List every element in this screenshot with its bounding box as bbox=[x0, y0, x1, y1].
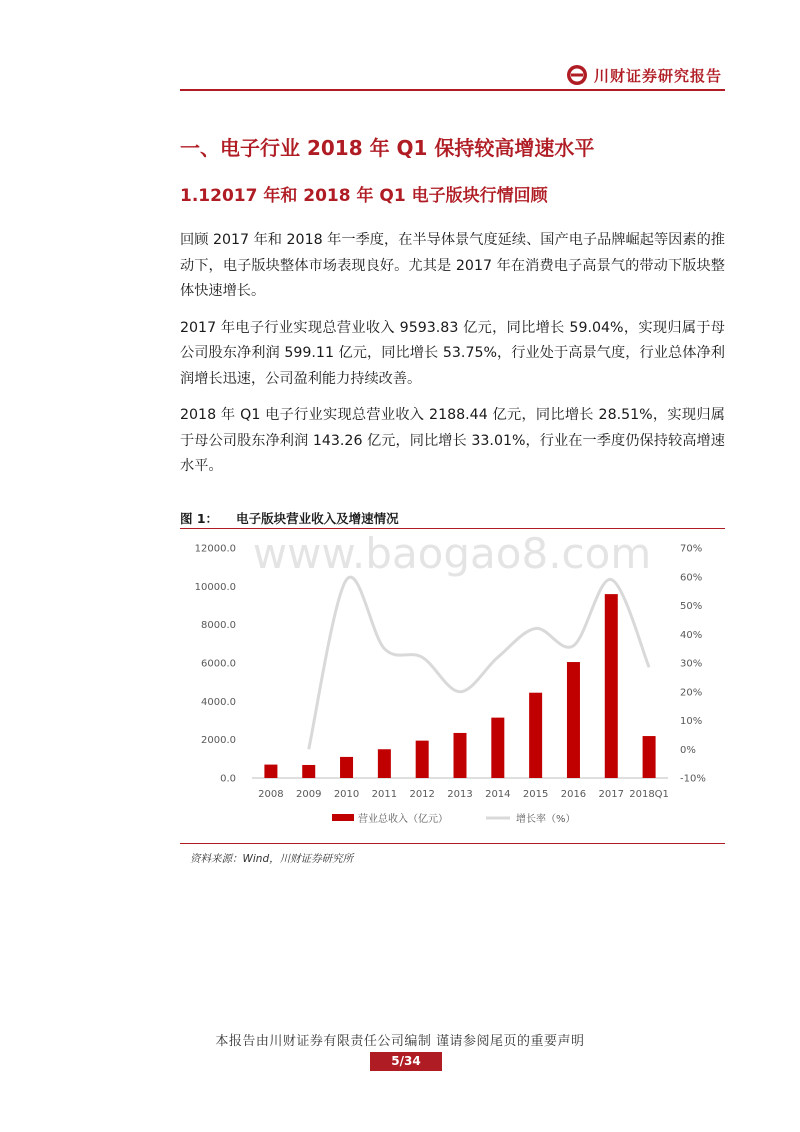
revenue-bar bbox=[340, 757, 353, 778]
revenue-bar bbox=[416, 741, 429, 778]
y-right-tick-label: 30% bbox=[680, 658, 703, 670]
revenue-bar bbox=[643, 736, 656, 778]
revenue-bar bbox=[454, 733, 467, 778]
paragraph: 2017 年电子行业实现总营业收入 9593.83 亿元，同比增长 59.04%，实现归属于母公司股东净利润 599.11 亿元，同比增长 53.75%，行业处于高景气度，行业总体净利润增长迅速，公司盈利能力持续改善。 bbox=[180, 319, 725, 387]
subsection-heading: 1.12017 年和 2018 年 Q1 电子版块行情回顾 bbox=[180, 186, 548, 206]
footer-disclaimer: 本报告由川财证券有限责任公司编制 谨请参阅尾页的重要声明 bbox=[215, 1034, 585, 1049]
revenue-bar bbox=[264, 765, 277, 778]
revenue-bar bbox=[529, 693, 542, 778]
y-right-tick-label: 40% bbox=[680, 629, 703, 641]
figure-caption: 电子版块营业收入及增速情况 bbox=[236, 511, 399, 526]
y-left-tick-label: 4000.0 bbox=[201, 696, 236, 708]
paragraph: 2018 年 Q1 电子行业实现总营业收入 2188.44 亿元，同比增长 28.51%，实现归属于母公司股东净利润 143.26 亿元，同比增长 33.01%，行业在一季度仍保持较高增速水平。 bbox=[180, 407, 725, 474]
paragraph: 回顾 2017 年和 2018 年一季度，在半导体景气度延续、国产电子品牌崛起等因素的推动下，电子版块整体市场表现良好。尤其是 2017 年在消费电子高景气的带动下版块整体快速增长。 bbox=[180, 232, 725, 299]
y-right-tick-label: 10% bbox=[680, 716, 703, 727]
watermark: www.baogao8.com bbox=[252, 530, 652, 578]
figure-source: 资料来源：Wind，川财证券研究所 bbox=[190, 853, 354, 865]
y-left-tick-label: 12000.0 bbox=[194, 543, 236, 555]
figure-bottom-rule bbox=[180, 843, 725, 844]
chart-legend bbox=[332, 812, 576, 825]
revenue-bar bbox=[302, 765, 315, 778]
page-number: 5/34 bbox=[370, 1052, 442, 1071]
figure-top-rule bbox=[180, 528, 725, 529]
company-logo-icon bbox=[566, 64, 588, 86]
x-tick-label: 2012 bbox=[409, 789, 435, 800]
x-tick-label: 2018Q1 bbox=[629, 789, 669, 800]
y-left-tick-label: 0.0 bbox=[220, 773, 236, 785]
legend-growth-label: 增长率（%） bbox=[516, 814, 576, 825]
x-tick-label: 2017 bbox=[598, 789, 624, 800]
y-right-tick-label: 50% bbox=[680, 601, 703, 612]
legend-revenue-label: 营业总收入（亿元） bbox=[358, 814, 448, 825]
y-right-tick-label: 20% bbox=[680, 687, 703, 699]
body-text bbox=[180, 228, 725, 491]
x-tick-label: 2016 bbox=[560, 789, 587, 800]
y-right-tick-label: 60% bbox=[680, 572, 703, 584]
header-divider bbox=[180, 89, 725, 91]
x-tick-label: 2014 bbox=[485, 789, 511, 800]
y-left-tick-label: 10000.0 bbox=[194, 581, 236, 593]
x-tick-label: 2011 bbox=[371, 789, 398, 800]
legend-revenue-swatch bbox=[332, 814, 354, 821]
y-left-tick-label: 8000.0 bbox=[201, 620, 236, 632]
y-left-tick-label: 2000.0 bbox=[201, 735, 236, 747]
revenue-bar bbox=[605, 594, 618, 778]
x-tick-label: 2010 bbox=[333, 789, 360, 800]
y-right-tick-label: 0% bbox=[680, 744, 696, 756]
x-tick-label: 2015 bbox=[522, 789, 549, 800]
section-heading: 一、电子行业 2018 年 Q1 保持较高增速水平 bbox=[180, 136, 595, 160]
y-right-tick-label: -10% bbox=[680, 773, 706, 785]
growth-rate-line bbox=[309, 577, 649, 749]
figure-title bbox=[180, 509, 725, 527]
y-left-tick-label: 6000.0 bbox=[201, 658, 236, 670]
revenue-growth-chart bbox=[180, 530, 725, 840]
figure-label: 图 1： bbox=[180, 511, 219, 526]
revenue-bar bbox=[567, 662, 580, 778]
y-right-tick-label: 70% bbox=[680, 543, 703, 555]
x-tick-label: 2013 bbox=[447, 789, 473, 800]
revenue-bar bbox=[378, 749, 391, 778]
brand-name: 川财证券研究报告 bbox=[593, 66, 722, 85]
x-tick-label: 2008 bbox=[258, 789, 284, 800]
revenue-bar bbox=[491, 718, 504, 778]
x-tick-label: 2009 bbox=[296, 789, 322, 800]
header-brand bbox=[566, 64, 722, 86]
